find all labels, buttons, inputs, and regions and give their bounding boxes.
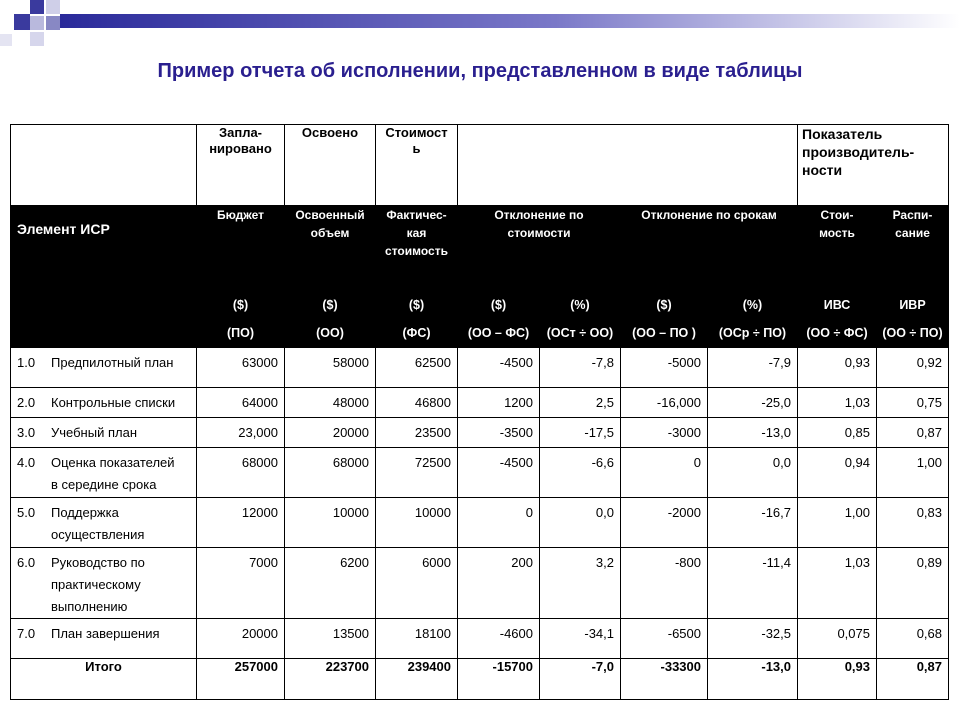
table-row xyxy=(11,498,949,548)
table-cell: 0,075 xyxy=(798,619,877,659)
table-cell: 0,89 xyxy=(877,548,949,619)
total-cell: -7,0 xyxy=(540,659,621,700)
total-label: Итого xyxy=(11,659,197,700)
units-formula-cpi: ИВС (ОО ÷ ФС) xyxy=(798,291,877,348)
table-cell: 0,85 xyxy=(798,418,877,448)
table-cell: 6200 xyxy=(285,548,376,619)
table-cell: 46800 xyxy=(376,388,458,418)
table-cell: -25,0 xyxy=(708,388,798,418)
top-header-blank xyxy=(11,125,197,206)
table-cell: 0,94 xyxy=(798,448,877,498)
units-formula-actual: ($) (ФС) xyxy=(376,291,458,348)
table-cell: -6500 xyxy=(621,619,708,659)
table-cell: 0 xyxy=(621,448,708,498)
performance-report-table xyxy=(10,124,949,700)
table-cell: 1,00 xyxy=(877,448,949,498)
table-cell: 0,83 xyxy=(877,498,949,548)
table-cell: 3,2 xyxy=(540,548,621,619)
units-formula-sv-dollars: ($) (ОО – ПО ) xyxy=(621,291,708,348)
table-cell: -16,000 xyxy=(621,388,708,418)
table-cell: 20000 xyxy=(197,619,285,659)
top-header-performance: Показатель производитель- ности xyxy=(798,125,949,206)
slide-title: Пример отчета об исполнении, представленном в виде таблицы xyxy=(157,60,803,82)
row-element xyxy=(11,418,197,448)
row-label: Руководство по практическому выполнению xyxy=(51,555,145,614)
table-cell: -2000 xyxy=(621,498,708,548)
table-row xyxy=(11,418,949,448)
total-cell: 223700 xyxy=(285,659,376,700)
top-header-earned: Освоено xyxy=(285,125,376,206)
header-budget: Бюджет xyxy=(197,206,285,291)
table-cell: 0,92 xyxy=(877,348,949,388)
row-element xyxy=(11,498,197,548)
table-cell: 1,03 xyxy=(798,388,877,418)
header-units-blank xyxy=(11,291,197,348)
table-cell: 10000 xyxy=(376,498,458,548)
header-schedule-index: Распи- сание xyxy=(877,206,949,291)
table-cell: -34,1 xyxy=(540,619,621,659)
table-cell: 0,93 xyxy=(798,348,877,388)
table-row xyxy=(11,448,949,498)
total-row xyxy=(11,659,949,700)
row-label: План завершения xyxy=(51,626,160,641)
total-cell: 0,87 xyxy=(877,659,949,700)
table-cell: -11,4 xyxy=(708,548,798,619)
table-row xyxy=(11,388,949,418)
table-cell: 1,00 xyxy=(798,498,877,548)
table-cell: 6000 xyxy=(376,548,458,619)
row-id: 7.0 xyxy=(17,626,36,641)
table-cell: 63000 xyxy=(197,348,285,388)
header-earned-value: Освоенный объем xyxy=(285,206,376,291)
row-label: Оценка показателей в середине срока xyxy=(51,455,175,492)
row-id: 2.0 xyxy=(17,395,36,410)
table-cell: 0,75 xyxy=(877,388,949,418)
table-row xyxy=(11,619,949,659)
units-formula-spi: ИВР (ОО ÷ ПО) xyxy=(877,291,949,348)
units-formula-cv-percent: (%) (ОСт ÷ ОО) xyxy=(540,291,621,348)
units-formula-cv-dollars: ($) (ОО – ФС) xyxy=(458,291,540,348)
units-formula-budget: ($) (ПО) xyxy=(197,291,285,348)
units-formula-sv-percent: (%) (ОСр ÷ ПО) xyxy=(708,291,798,348)
table-cell: -6,6 xyxy=(540,448,621,498)
table-cell: -800 xyxy=(621,548,708,619)
table-cell: -4500 xyxy=(458,448,540,498)
table-cell: 72500 xyxy=(376,448,458,498)
table-cell: -17,5 xyxy=(540,418,621,448)
row-element xyxy=(11,548,197,619)
table-cell: 48000 xyxy=(285,388,376,418)
header-actual-cost: Фактичес- кая стоимость xyxy=(376,206,458,291)
row-label: Поддержка осуществления xyxy=(51,505,145,542)
table-cell: 68000 xyxy=(285,448,376,498)
table-cell: 200 xyxy=(458,548,540,619)
table-cell: 23,000 xyxy=(197,418,285,448)
table-cell: 0 xyxy=(458,498,540,548)
table-cell: -32,5 xyxy=(708,619,798,659)
table-cell: 0,0 xyxy=(540,498,621,548)
total-cell: 257000 xyxy=(197,659,285,700)
table-cell: 10000 xyxy=(285,498,376,548)
row-id: 4.0 xyxy=(17,455,36,470)
table-cell: -3000 xyxy=(621,418,708,448)
table-cell: 1200 xyxy=(458,388,540,418)
table-cell: -13,0 xyxy=(708,418,798,448)
row-element xyxy=(11,348,197,388)
row-element xyxy=(11,619,197,659)
table-cell: 0,68 xyxy=(877,619,949,659)
header-schedule-variance: Отклонение по срокам xyxy=(621,206,798,291)
table-cell: -5000 xyxy=(621,348,708,388)
table-cell: -7,8 xyxy=(540,348,621,388)
table-cell: -3500 xyxy=(458,418,540,448)
table-row xyxy=(11,348,949,388)
units-formula-earned: ($) (ОО) xyxy=(285,291,376,348)
total-cell: 239400 xyxy=(376,659,458,700)
table-cell: 18100 xyxy=(376,619,458,659)
table-row xyxy=(11,548,949,619)
table-cell: 13500 xyxy=(285,619,376,659)
row-id: 1.0 xyxy=(17,355,36,370)
header-cost-variance: Отклонение по стоимости xyxy=(458,206,621,291)
row-label: Предпилотный план xyxy=(51,355,174,370)
total-cell: -13,0 xyxy=(708,659,798,700)
total-cell: -33300 xyxy=(621,659,708,700)
row-label: Контрольные списки xyxy=(51,395,176,410)
total-cell: -15700 xyxy=(458,659,540,700)
top-header-cost: Стоимост ь xyxy=(376,125,458,206)
slide-decoration xyxy=(0,0,960,56)
table-cell: 12000 xyxy=(197,498,285,548)
total-cell: 0,93 xyxy=(798,659,877,700)
row-id: 5.0 xyxy=(17,505,36,520)
header-element: Элемент ИСР xyxy=(11,206,197,291)
top-header-planned: Запла- нировано xyxy=(197,125,285,206)
table-cell: 62500 xyxy=(376,348,458,388)
table-cell: 68000 xyxy=(197,448,285,498)
header-cost-index: Стои- мость xyxy=(798,206,877,291)
table-cell: 58000 xyxy=(285,348,376,388)
table-cell: 1,03 xyxy=(798,548,877,619)
table-cell: 23500 xyxy=(376,418,458,448)
table-cell: -4600 xyxy=(458,619,540,659)
row-id: 6.0 xyxy=(17,555,36,570)
top-header-blank-variance xyxy=(458,125,798,206)
row-element xyxy=(11,388,197,418)
table-cell: 7000 xyxy=(197,548,285,619)
table-cell: 64000 xyxy=(197,388,285,418)
table-cell: 0,87 xyxy=(877,418,949,448)
row-id: 3.0 xyxy=(17,425,36,440)
table-cell: -4500 xyxy=(458,348,540,388)
table-cell: -16,7 xyxy=(708,498,798,548)
table-cell: -7,9 xyxy=(708,348,798,388)
row-element xyxy=(11,448,197,498)
table-cell: 0,0 xyxy=(708,448,798,498)
table-cell: 2,5 xyxy=(540,388,621,418)
row-label: Учебный план xyxy=(51,425,137,440)
table-cell: 20000 xyxy=(285,418,376,448)
